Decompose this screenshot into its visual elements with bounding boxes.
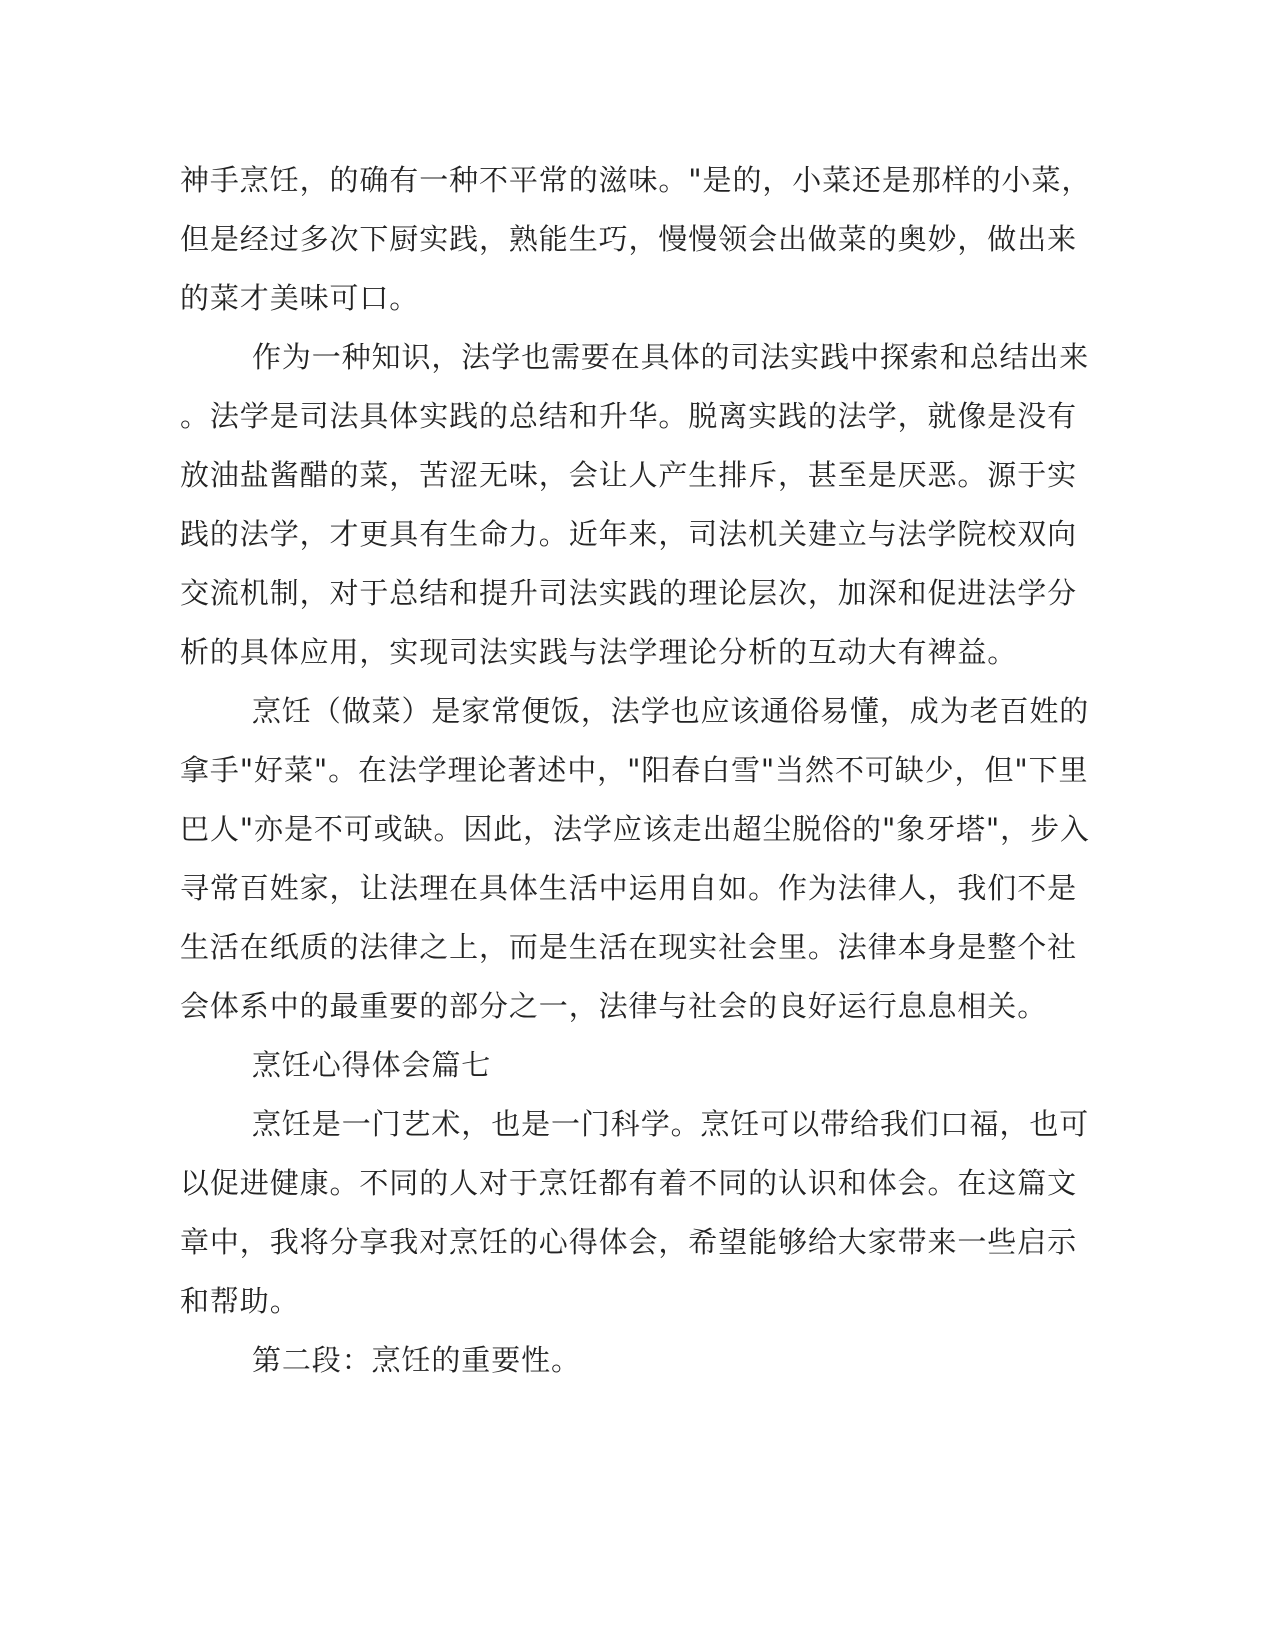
text-line: 寻常百姓家，让法理在具体生活中运用自如。作为法律人，我们不是 — [180, 871, 1078, 905]
section-heading: 烹饪心得体会篇七 — [252, 1048, 492, 1082]
text-line: 烹饪（做菜）是家常便饭，法学也应该通俗易懂，成为老百姓的 — [252, 694, 1090, 728]
text-line: 放油盐酱醋的菜，苦涩无味，会让人产生排斥，甚至是厌恶。源于实 — [180, 458, 1078, 492]
text-line: 践的法学，才更具有生命力。近年来，司法机关建立与法学院校双向 — [180, 517, 1078, 551]
text-line: 交流机制，对于总结和提升司法实践的理论层次，加深和促进法学分 — [180, 576, 1078, 610]
subsection-heading: 第二段：烹饪的重要性。 — [252, 1343, 581, 1377]
text-line: 章中，我将分享我对烹饪的心得体会，希望能够给大家带来一些启示 — [180, 1225, 1078, 1259]
text-line: 生活在纸质的法律之上，而是生活在现实社会里。法律本身是整个社 — [180, 930, 1078, 964]
text-line: 和帮助。 — [180, 1284, 300, 1318]
text-line: 烹饪是一门艺术，也是一门科学。烹饪可以带给我们口福，也可 — [252, 1107, 1090, 1141]
text-line: 析的具体应用，实现司法实践与法学理论分析的互动大有裨益。 — [180, 635, 1018, 669]
text-line: 会体系中的最重要的部分之一，法律与社会的良好运行息息相关。 — [180, 989, 1048, 1023]
text-line: 。法学是司法具体实践的总结和升华。脱离实践的法学，就像是没有 — [180, 399, 1078, 433]
text-line: 拿手"好菜"。在法学理论著述中，"阳春白雪"当然不可缺少，但"下里 — [180, 753, 1089, 787]
text-line: 神手烹饪，的确有一种不平常的滋味。"是的，小菜还是那样的小菜， — [180, 163, 1092, 197]
text-line: 作为一种知识，法学也需要在具体的司法实践中探索和总结出来 — [252, 340, 1090, 374]
text-line: 巴人"亦是不可或缺。因此，法学应该走出超尘脱俗的"象牙塔"，步入 — [180, 812, 1090, 846]
text-line: 以促进健康。不同的人对于烹饪都有着不同的认识和体会。在这篇文 — [180, 1166, 1078, 1200]
text-line: 但是经过多次下厨实践，熟能生巧，慢慢领会出做菜的奥妙，做出来 — [180, 222, 1078, 256]
text-line: 的菜才美味可口。 — [180, 281, 420, 315]
